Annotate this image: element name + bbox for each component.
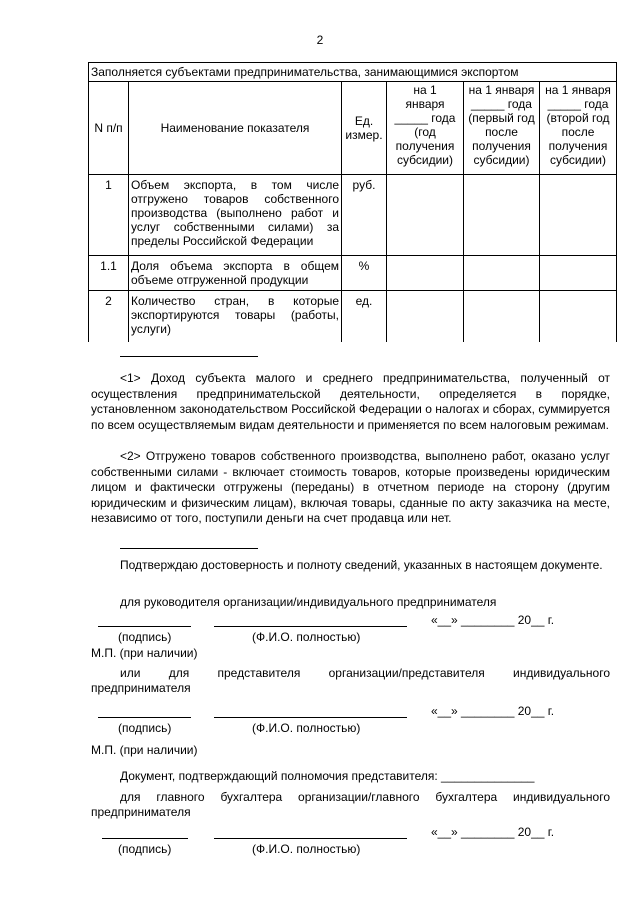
footnote-separator — [120, 356, 258, 357]
signature-line — [102, 838, 188, 839]
fio-label: (Ф.И.О. полностью) — [252, 842, 361, 856]
table-row — [89, 175, 617, 256]
stamp-label: М.П. (при наличии) — [91, 743, 198, 757]
representative-title: или для представителя организации/представителя индивидуального — [120, 666, 610, 680]
signature-line — [98, 717, 191, 718]
representative-title-line2: предпринимателя — [91, 681, 191, 695]
table-row — [89, 256, 617, 291]
row-num: 1 — [89, 175, 129, 256]
header-name: Наименование показателя — [129, 82, 342, 175]
header-col-2: на 1 января _____ года (первый год после получения субсидии) — [464, 82, 540, 175]
separator — [120, 548, 258, 549]
row-num: 2 — [89, 291, 129, 342]
date-field: «__» ________ 20__ г. — [431, 704, 555, 718]
sign-label: (подпись) — [118, 842, 172, 856]
sign-label: (подпись) — [118, 630, 172, 644]
fio-line — [214, 626, 407, 627]
row-unit: % — [342, 256, 387, 291]
fio-label: (Ф.И.О. полностью) — [252, 630, 361, 644]
row-name: Количество стран, в которые экспортируются товары (работы, услуги) — [129, 291, 342, 342]
fio-line — [214, 838, 407, 839]
signature-line — [98, 626, 191, 627]
export-indicators-table — [88, 62, 617, 342]
row-num: 1.1 — [89, 256, 129, 291]
header-unit: Ед. измер. — [342, 82, 387, 175]
row-name: Объем экспорта, в том числе отгружено товаров собственного производства (выполнено работ и услуг собственными силами) за пределы Российской Федерации — [129, 175, 342, 256]
date-field: «__» ________ 20__ г. — [431, 825, 555, 839]
header-col-3: на 1 января _____ года (второй год после получения субсидии) — [540, 82, 617, 175]
stamp-label: М.П. (при наличии) — [91, 646, 198, 660]
row-unit: ед. — [342, 291, 387, 342]
sign-label: (подпись) — [118, 721, 172, 735]
confirmation-text: Подтверждаю достоверность и полноту сведений, указанных в настоящем документе. — [120, 558, 603, 572]
date-field: «__» ________ 20__ г. — [431, 613, 555, 627]
fio-line — [214, 717, 407, 718]
table-caption: Заполняется субъектами предпринимательства, занимающимися экспортом — [89, 63, 617, 82]
header-col-1: на 1 января _____ года (год получения субсидии) — [387, 82, 464, 175]
head-signature-title: для руководителя организации/индивидуального предпринимателя — [120, 595, 497, 609]
header-num: N п/п — [89, 82, 129, 175]
footnote-1: <1> Доход субъекта малого и среднего предпринимательства, полученный от осуществления предпринимательской деятельности, определяется в порядке, установленном законодательством Российской Федерации о налогах и сборах, суммируется по всем осуществляемым видам деятельности и применяется по всем налоговым режимам. — [91, 371, 610, 432]
representative-document: Документ, подтверждающий полномочия представителя: ______________ — [120, 769, 535, 783]
row-unit: руб. — [342, 175, 387, 256]
accountant-title-line2: предпринимателя — [91, 805, 191, 819]
table-row — [89, 291, 617, 342]
page-number: 2 — [316, 33, 324, 47]
row-name: Доля объема экспорта в общем объеме отгруженной продукции — [129, 256, 342, 291]
fio-label: (Ф.И.О. полностью) — [252, 721, 361, 735]
footnote-2: <2> Отгружено товаров собственного производства, выполнено работ, оказано услуг собственными силами - включает стоимость товаров, которые произведены юридическим лицом и фактически отгружены (переданы) в отчетном периоде на сторону (другим юридическим и физическим лицам), включая товары, сданные по акту заказчика на месте, независимо от того, поступили деньги на счет продавца или нет. — [91, 449, 610, 525]
accountant-title: для главного бухгалтера организации/главного бухгалтера индивидуального — [120, 790, 610, 804]
